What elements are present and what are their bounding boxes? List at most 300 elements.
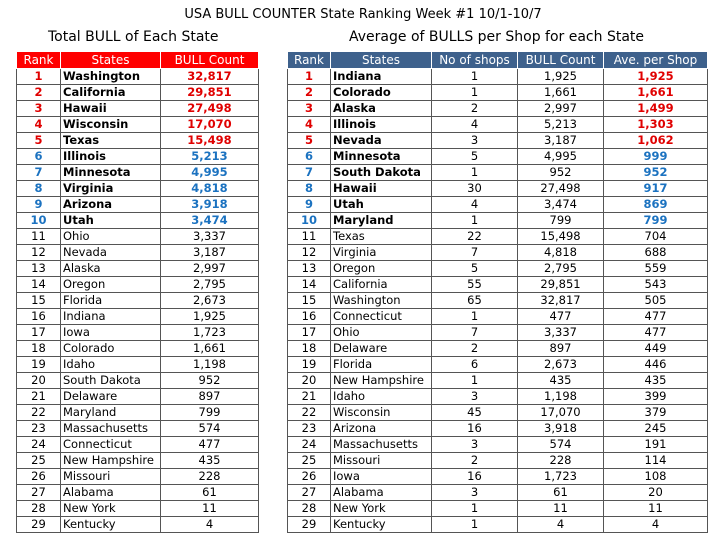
state-cell: Massachusetts <box>331 437 432 453</box>
bull-count-cell: 4,818 <box>161 181 259 197</box>
table-row <box>288 341 708 357</box>
rank-cell: 27 <box>288 485 331 501</box>
table-row <box>288 181 708 197</box>
state-cell: Massachusetts <box>61 421 161 437</box>
average-cell: 688 <box>604 245 708 261</box>
bull-count-cell: 897 <box>161 389 259 405</box>
table-row <box>17 245 259 261</box>
rank-cell: 26 <box>17 469 61 485</box>
shops-cell: 22 <box>432 229 518 245</box>
table-row <box>17 149 259 165</box>
rank-cell: 9 <box>288 197 331 213</box>
average-cell: 559 <box>604 261 708 277</box>
bull-count-cell: 228 <box>518 453 604 469</box>
bull-count-cell: 11 <box>161 501 259 517</box>
table-row <box>17 85 259 101</box>
table-row <box>288 309 708 325</box>
state-cell: Connecticut <box>61 437 161 453</box>
bull-count-cell: 477 <box>518 309 604 325</box>
average-cell: 449 <box>604 341 708 357</box>
average-cell: 999 <box>604 149 708 165</box>
rank-cell: 8 <box>288 181 331 197</box>
rank-cell: 20 <box>17 373 61 389</box>
rank-cell: 29 <box>17 517 61 533</box>
header-rank: Rank <box>288 52 331 69</box>
rank-cell: 5 <box>17 133 61 149</box>
state-cell: Texas <box>331 229 432 245</box>
state-cell: California <box>61 85 161 101</box>
rank-cell: 28 <box>288 501 331 517</box>
bull-count-cell: 1,198 <box>161 357 259 373</box>
table-row <box>17 165 259 181</box>
bull-count-cell: 3,474 <box>518 197 604 213</box>
bull-count-cell: 1,198 <box>518 389 604 405</box>
table-row <box>17 485 259 501</box>
rank-cell: 7 <box>17 165 61 181</box>
state-cell: New York <box>61 501 161 517</box>
average-cell: 1,062 <box>604 133 708 149</box>
state-cell: Colorado <box>61 341 161 357</box>
rank-cell: 21 <box>288 389 331 405</box>
shops-cell: 3 <box>432 485 518 501</box>
state-cell: Kentucky <box>61 517 161 533</box>
state-cell: Wisconsin <box>331 405 432 421</box>
bull-count-cell: 799 <box>518 213 604 229</box>
state-cell: South Dakota <box>61 373 161 389</box>
table-row <box>17 101 259 117</box>
average-cell: 20 <box>604 485 708 501</box>
state-cell: Alabama <box>331 485 432 501</box>
bull-count-cell: 3,187 <box>518 133 604 149</box>
bull-count-cell: 27,498 <box>161 101 259 117</box>
shops-cell: 30 <box>432 181 518 197</box>
bull-count-cell: 2,673 <box>518 357 604 373</box>
state-cell: Florida <box>331 357 432 373</box>
rank-cell: 23 <box>17 421 61 437</box>
bull-count-cell: 3,337 <box>518 325 604 341</box>
rank-cell: 13 <box>17 261 61 277</box>
shops-cell: 7 <box>432 325 518 341</box>
bull-count-cell: 5,213 <box>161 149 259 165</box>
state-cell: Minnesota <box>61 165 161 181</box>
total-bull-table <box>16 51 259 533</box>
header-no-of-shops: No of shops <box>432 52 518 69</box>
rank-cell: 10 <box>17 213 61 229</box>
state-cell: Missouri <box>331 453 432 469</box>
bull-count-cell: 32,817 <box>161 69 259 85</box>
table-row <box>17 421 259 437</box>
table-row <box>288 405 708 421</box>
state-cell: Arizona <box>331 421 432 437</box>
bull-count-cell: 799 <box>161 405 259 421</box>
table-row <box>17 229 259 245</box>
bull-count-cell: 1,925 <box>161 309 259 325</box>
bull-count-cell: 17,070 <box>161 117 259 133</box>
bull-count-cell: 435 <box>518 373 604 389</box>
rank-cell: 2 <box>17 85 61 101</box>
shops-cell: 45 <box>432 405 518 421</box>
state-cell: Minnesota <box>331 149 432 165</box>
bull-count-cell: 4 <box>161 517 259 533</box>
bull-count-cell: 2,997 <box>161 261 259 277</box>
state-cell: New Hampshire <box>61 453 161 469</box>
rank-cell: 13 <box>288 261 331 277</box>
table-row <box>288 485 708 501</box>
rank-cell: 17 <box>17 325 61 341</box>
shops-cell: 6 <box>432 357 518 373</box>
average-cell: 114 <box>604 453 708 469</box>
state-cell: Florida <box>61 293 161 309</box>
rank-cell: 7 <box>288 165 331 181</box>
average-cell: 399 <box>604 389 708 405</box>
table-row <box>17 517 259 533</box>
table-row <box>17 213 259 229</box>
state-cell: South Dakota <box>331 165 432 181</box>
average-cell: 435 <box>604 373 708 389</box>
state-cell: Nevada <box>331 133 432 149</box>
table-row <box>288 517 708 533</box>
rank-cell: 27 <box>17 485 61 501</box>
rank-cell: 14 <box>17 277 61 293</box>
table-row <box>17 453 259 469</box>
rank-cell: 3 <box>17 101 61 117</box>
average-cell: 477 <box>604 309 708 325</box>
shops-cell: 1 <box>432 373 518 389</box>
bull-count-cell: 952 <box>518 165 604 181</box>
average-cell: 704 <box>604 229 708 245</box>
shops-cell: 5 <box>432 149 518 165</box>
table-row <box>288 245 708 261</box>
rank-cell: 20 <box>288 373 331 389</box>
bull-count-cell: 4,818 <box>518 245 604 261</box>
rank-cell: 23 <box>288 421 331 437</box>
table-row <box>17 117 259 133</box>
table-row <box>288 469 708 485</box>
state-cell: Oregon <box>331 261 432 277</box>
table-row <box>288 197 708 213</box>
table-row <box>288 453 708 469</box>
shops-cell: 55 <box>432 277 518 293</box>
state-cell: Maryland <box>61 405 161 421</box>
table-row <box>17 181 259 197</box>
shops-cell: 1 <box>432 517 518 533</box>
state-cell: Kentucky <box>331 517 432 533</box>
table-row <box>17 261 259 277</box>
rank-cell: 28 <box>17 501 61 517</box>
state-cell: Virginia <box>331 245 432 261</box>
table-row <box>17 309 259 325</box>
shops-cell: 2 <box>432 101 518 117</box>
rank-cell: 2 <box>288 85 331 101</box>
rank-cell: 24 <box>17 437 61 453</box>
average-cell: 191 <box>604 437 708 453</box>
state-cell: Virginia <box>61 181 161 197</box>
shops-cell: 7 <box>432 245 518 261</box>
table-row <box>288 437 708 453</box>
table-row <box>17 133 259 149</box>
bull-count-cell: 574 <box>518 437 604 453</box>
rank-cell: 4 <box>288 117 331 133</box>
table-row <box>288 261 708 277</box>
bull-count-cell: 1,661 <box>161 341 259 357</box>
shops-cell: 65 <box>432 293 518 309</box>
table-row <box>17 389 259 405</box>
shops-cell: 5 <box>432 261 518 277</box>
shops-cell: 1 <box>432 213 518 229</box>
table-row <box>288 293 708 309</box>
average-bull-table <box>287 51 708 533</box>
table-row <box>288 373 708 389</box>
right-table-title: Average of BULLS per Shop for each State <box>349 29 645 45</box>
rank-cell: 25 <box>17 453 61 469</box>
bull-count-cell: 2,673 <box>161 293 259 309</box>
average-cell: 11 <box>604 501 708 517</box>
average-cell: 4 <box>604 517 708 533</box>
average-cell: 245 <box>604 421 708 437</box>
average-cell: 1,499 <box>604 101 708 117</box>
state-cell: Texas <box>61 133 161 149</box>
rank-cell: 12 <box>17 245 61 261</box>
bull-count-cell: 897 <box>518 341 604 357</box>
header-row <box>288 52 708 69</box>
rank-cell: 22 <box>288 405 331 421</box>
rank-cell: 9 <box>17 197 61 213</box>
bull-count-cell: 11 <box>518 501 604 517</box>
shops-cell: 2 <box>432 341 518 357</box>
table-row <box>17 357 259 373</box>
bull-count-cell: 29,851 <box>161 85 259 101</box>
bull-count-cell: 61 <box>161 485 259 501</box>
bull-count-cell: 3,474 <box>161 213 259 229</box>
state-cell: Indiana <box>331 69 432 85</box>
shops-cell: 3 <box>432 389 518 405</box>
state-cell: Washington <box>331 293 432 309</box>
state-cell: Indiana <box>61 309 161 325</box>
table-row <box>17 341 259 357</box>
table-row <box>17 469 259 485</box>
rank-cell: 10 <box>288 213 331 229</box>
average-cell: 108 <box>604 469 708 485</box>
rank-cell: 22 <box>17 405 61 421</box>
state-cell: Missouri <box>61 469 161 485</box>
average-cell: 379 <box>604 405 708 421</box>
shops-cell: 1 <box>432 85 518 101</box>
state-cell: Delaware <box>61 389 161 405</box>
rank-cell: 16 <box>288 309 331 325</box>
state-cell: Ohio <box>61 229 161 245</box>
state-cell: Colorado <box>331 85 432 101</box>
bull-count-cell: 15,498 <box>161 133 259 149</box>
state-cell: Hawaii <box>331 181 432 197</box>
table-row <box>17 437 259 453</box>
shops-cell: 16 <box>432 421 518 437</box>
header-states: States <box>331 52 432 69</box>
shops-cell: 4 <box>432 197 518 213</box>
average-cell: 952 <box>604 165 708 181</box>
page-title: USA BULL COUNTER State Ranking Week #1 10/1-10/7 <box>184 7 542 22</box>
shops-cell: 1 <box>432 501 518 517</box>
bull-count-cell: 952 <box>161 373 259 389</box>
header-row <box>17 52 259 69</box>
rank-cell: 29 <box>288 517 331 533</box>
rank-cell: 16 <box>17 309 61 325</box>
rank-cell: 14 <box>288 277 331 293</box>
rank-cell: 18 <box>288 341 331 357</box>
average-cell: 799 <box>604 213 708 229</box>
bull-count-cell: 1,661 <box>518 85 604 101</box>
header-rank: Rank <box>17 52 61 69</box>
state-cell: Washington <box>61 69 161 85</box>
rank-cell: 11 <box>17 229 61 245</box>
shops-cell: 3 <box>432 437 518 453</box>
bull-count-cell: 4,995 <box>518 149 604 165</box>
state-cell: Oregon <box>61 277 161 293</box>
state-cell: Delaware <box>331 341 432 357</box>
rank-cell: 25 <box>288 453 331 469</box>
bull-count-cell: 3,337 <box>161 229 259 245</box>
table-row <box>288 389 708 405</box>
bull-count-cell: 4,995 <box>161 165 259 181</box>
table-row <box>288 213 708 229</box>
state-cell: Idaho <box>331 389 432 405</box>
table-row <box>288 133 708 149</box>
rank-cell: 21 <box>17 389 61 405</box>
shops-cell: 1 <box>432 165 518 181</box>
table-row <box>17 293 259 309</box>
bull-count-cell: 1,925 <box>518 69 604 85</box>
rank-cell: 8 <box>17 181 61 197</box>
state-cell: Maryland <box>331 213 432 229</box>
rank-cell: 15 <box>17 293 61 309</box>
bull-count-cell: 1,723 <box>518 469 604 485</box>
table-row <box>288 501 708 517</box>
state-cell: Arizona <box>61 197 161 213</box>
average-cell: 446 <box>604 357 708 373</box>
bull-count-cell: 2,795 <box>161 277 259 293</box>
rank-cell: 19 <box>17 357 61 373</box>
rank-cell: 1 <box>288 69 331 85</box>
table-row <box>288 325 708 341</box>
shops-cell: 2 <box>432 453 518 469</box>
state-cell: Alaska <box>61 261 161 277</box>
bull-count-cell: 1,723 <box>161 325 259 341</box>
rank-cell: 11 <box>288 229 331 245</box>
average-cell: 1,661 <box>604 85 708 101</box>
table-row <box>288 421 708 437</box>
average-cell: 1,303 <box>604 117 708 133</box>
state-cell: Wisconsin <box>61 117 161 133</box>
state-cell: Alaska <box>331 101 432 117</box>
table-row <box>17 501 259 517</box>
table-row <box>288 149 708 165</box>
rank-cell: 4 <box>17 117 61 133</box>
bull-count-cell: 477 <box>161 437 259 453</box>
bull-count-cell: 29,851 <box>518 277 604 293</box>
state-cell: New York <box>331 501 432 517</box>
table-row <box>288 101 708 117</box>
rank-cell: 6 <box>288 149 331 165</box>
rank-cell: 3 <box>288 101 331 117</box>
bull-count-cell: 4 <box>518 517 604 533</box>
rank-cell: 17 <box>288 325 331 341</box>
table-row <box>288 69 708 85</box>
state-cell: Iowa <box>331 469 432 485</box>
shops-cell: 4 <box>432 117 518 133</box>
bull-count-cell: 17,070 <box>518 405 604 421</box>
bull-count-cell: 27,498 <box>518 181 604 197</box>
shops-cell: 3 <box>432 133 518 149</box>
table-row <box>288 357 708 373</box>
state-cell: California <box>331 277 432 293</box>
table-row <box>17 69 259 85</box>
bull-count-cell: 5,213 <box>518 117 604 133</box>
average-cell: 477 <box>604 325 708 341</box>
shops-cell: 1 <box>432 69 518 85</box>
state-cell: Utah <box>61 213 161 229</box>
rank-cell: 24 <box>288 437 331 453</box>
rank-cell: 6 <box>17 149 61 165</box>
bull-count-cell: 3,918 <box>518 421 604 437</box>
table-row <box>288 117 708 133</box>
table-row <box>288 229 708 245</box>
left-table-title: Total BULL of Each State <box>48 29 219 45</box>
header-ave-per-shop: Ave. per Shop <box>604 52 708 69</box>
shops-cell: 16 <box>432 469 518 485</box>
state-cell: Alabama <box>61 485 161 501</box>
table-row <box>17 277 259 293</box>
header-bull-count: BULL Count <box>161 52 259 69</box>
table-row <box>17 373 259 389</box>
bull-count-cell: 3,187 <box>161 245 259 261</box>
shops-cell: 1 <box>432 309 518 325</box>
rank-cell: 18 <box>17 341 61 357</box>
bull-count-cell: 61 <box>518 485 604 501</box>
bull-count-cell: 2,795 <box>518 261 604 277</box>
rank-cell: 15 <box>288 293 331 309</box>
rank-cell: 19 <box>288 357 331 373</box>
bull-count-cell: 435 <box>161 453 259 469</box>
state-cell: New Hampshire <box>331 373 432 389</box>
rank-cell: 26 <box>288 469 331 485</box>
state-cell: Hawaii <box>61 101 161 117</box>
header-states: States <box>61 52 161 69</box>
table-row <box>288 85 708 101</box>
bull-count-cell: 574 <box>161 421 259 437</box>
bull-count-cell: 2,997 <box>518 101 604 117</box>
rank-cell: 1 <box>17 69 61 85</box>
state-cell: Utah <box>331 197 432 213</box>
table-row <box>288 165 708 181</box>
bull-count-cell: 15,498 <box>518 229 604 245</box>
table-row <box>17 405 259 421</box>
average-cell: 543 <box>604 277 708 293</box>
bull-count-cell: 228 <box>161 469 259 485</box>
table-row <box>17 197 259 213</box>
state-cell: Iowa <box>61 325 161 341</box>
state-cell: Illinois <box>61 149 161 165</box>
rank-cell: 5 <box>288 133 331 149</box>
header-bull-count: BULL Count <box>518 52 604 69</box>
average-cell: 1,925 <box>604 69 708 85</box>
average-cell: 869 <box>604 197 708 213</box>
bull-count-cell: 3,918 <box>161 197 259 213</box>
average-cell: 917 <box>604 181 708 197</box>
state-cell: Ohio <box>331 325 432 341</box>
table-row <box>288 277 708 293</box>
state-cell: Nevada <box>61 245 161 261</box>
bull-count-cell: 32,817 <box>518 293 604 309</box>
average-cell: 505 <box>604 293 708 309</box>
